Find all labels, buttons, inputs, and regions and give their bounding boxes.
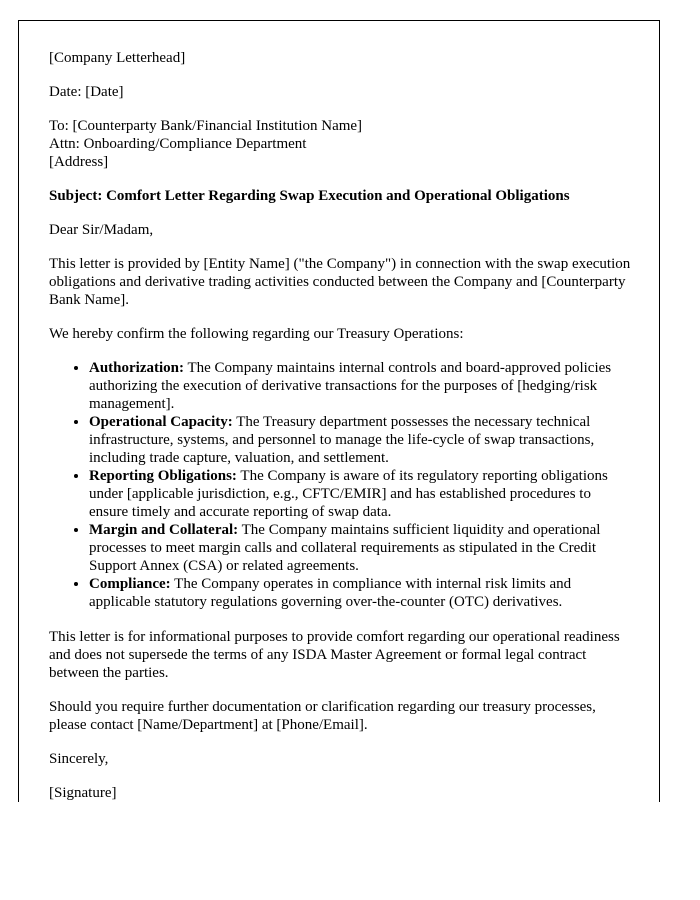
recipient-block [49,117,631,171]
list-item-term: Reporting Obligations: [89,468,237,484]
intro-paragraph: This letter is provided by [Entity Name] ("the Company") in connection with the swap execution obligations and derivative trading activities conducted between the Company and [Counterparty Bank Name]. [49,256,631,308]
subject-line: Subject: Comfort Letter Regarding Swap Execution and Operational Obligations [49,188,570,204]
recipient-address: [Address] [49,154,109,170]
letter-page [18,20,660,802]
list-item-text: The Treasury department possesses the necessary technical infrastructure, systems, and personnel to manage the life-cycle of swap transactions, including trade capture, valuation, and settlement. [89,414,595,466]
disclaimer-paragraph: This letter is for informational purposes to provide comfort regarding our operational readiness and does not supersede the terms of any ISDA Master Agreement or formal legal contract between the parties. [49,629,620,681]
contact-paragraph: Should you require further documentation or clarification regarding our treasury processes, please contact [Name/Department] at [Phone/Email]. [49,699,596,733]
list-item-term: Operational Capacity: [89,414,233,430]
list-item [89,359,631,413]
list-item [89,575,631,611]
letterhead: [Company Letterhead] [49,50,186,66]
list-item [89,413,631,467]
list-item-term: Compliance: [89,576,171,592]
closing: Sincerely, [49,751,109,767]
list-item [89,521,631,575]
recipient-name: To: [Counterparty Bank/Financial Institution Name] [49,118,363,134]
list-item-term: Margin and Collateral: [89,522,239,538]
letter-date: Date: [Date] [49,84,124,100]
confirmation-paragraph: We hereby confirm the following regarding our Treasury Operations: [49,326,464,342]
list-item-text: The Company is aware of its regulatory reporting obligations under [applicable jurisdiction, e.g., CFTC/EMIR] and has established procedures to ensure timely and accurate reporting of swap data. [89,468,608,520]
list-item [89,467,631,521]
recipient-attention: Attn: Onboarding/Compliance Department [49,136,307,152]
list-item-text: The Company maintains internal controls and board-approved policies authorizing the execution of derivative transactions for the purposes of [hedging/risk management]. [89,360,612,412]
signature: [Signature] [49,785,117,801]
list-item-text: The Company operates in compliance with internal risk limits and applicable statutory regulations governing over-the-counter (OTC) derivatives. [89,576,572,610]
list-item-term: Authorization: [89,360,184,376]
obligations-list [49,359,631,611]
salutation: Dear Sir/Madam, [49,222,154,238]
list-item-text: The Company maintains sufficient liquidity and operational processes to meet margin calls and collateral requirements as stipulated in the Credit Support Annex (CSA) or related agreements. [89,522,601,574]
